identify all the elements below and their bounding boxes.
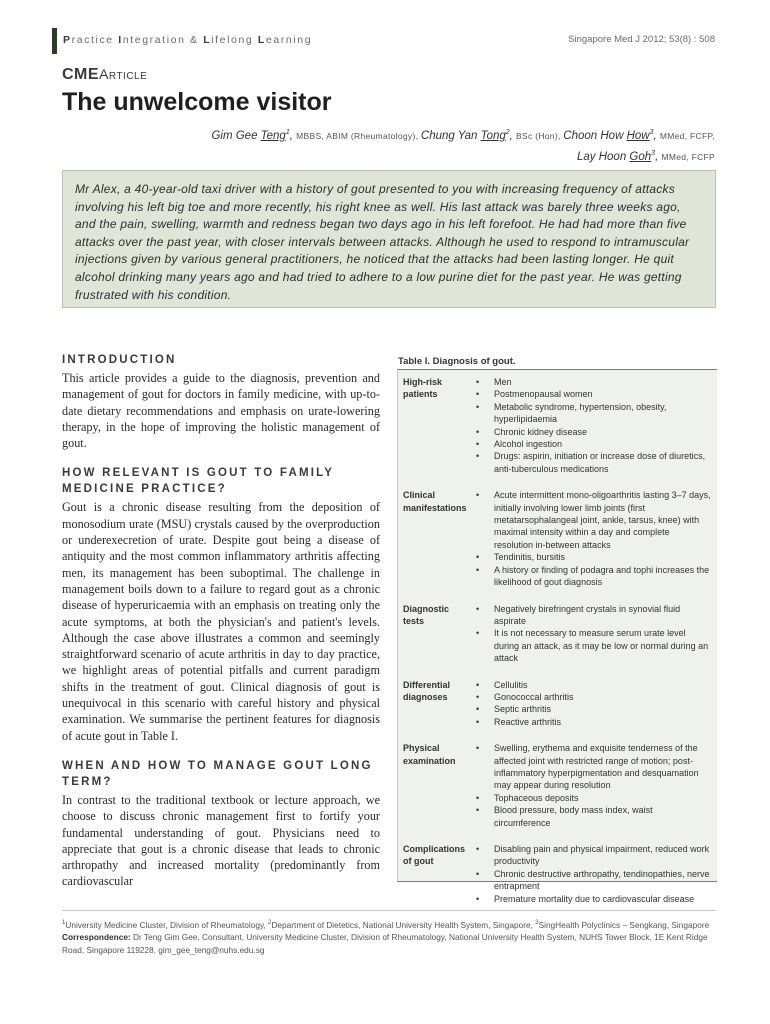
header-accent-bar (52, 28, 57, 54)
author-degrees: MMed, FCFP (661, 151, 715, 162)
section-heading: HOW RELEVANT IS GOUT TO FAMILY MEDICINE PRACTICE? (62, 467, 334, 496)
table-row (398, 734, 717, 835)
body-left-column (62, 352, 380, 890)
list-item: • Reactive arthritis (472, 716, 711, 728)
author-degrees: MBBS, ABIM (Rheumatology), (296, 130, 421, 141)
author-name: Gim Gee Teng$^1$, (211, 129, 297, 142)
author-name: Choon How How$^3$, (563, 129, 660, 142)
author-degrees: BSc (Hon), (516, 130, 564, 141)
author (421, 130, 563, 142)
journal-citation: Singapore Med J 2012; 53(8) : 508 (568, 34, 715, 45)
section-heading: INTRODUCTION (62, 354, 177, 366)
author (577, 151, 715, 163)
table-row-items (472, 489, 717, 588)
list-item: • Septic arthritis (472, 703, 711, 715)
correspondence-text: Dr Teng Gim Gee, Consultant, University Medicine Cluster, Division of Rheumatology, National University Health System, NUHS Tower Block, 1E Kent Ridge Road, Singapore 119228. gim_gee_teng@nuhs.edu.sg (62, 932, 708, 955)
section-introduction (62, 352, 380, 451)
table-row-items (472, 679, 717, 729)
series-title: Practice Integration & Lifelong Learning (63, 34, 313, 46)
list-item: • Blood pressure, body mass index, waist circumference (472, 804, 711, 829)
article-type-sub: Article (99, 66, 148, 82)
author-name: Chung Yan Tong$^2$, (420, 129, 517, 142)
correspondence (62, 931, 716, 956)
list-item: • Disabling pain and physical impairment, reduced work productivity (472, 843, 711, 868)
list-item: • Tendinitis, bursitis (472, 551, 711, 563)
author-degrees: MMed, FCFP, (659, 130, 715, 141)
list-item: • Alcohol ingestion (472, 438, 711, 450)
affiliation: $^2$Department of Dietetics, National University Health System, Singapore, (268, 919, 536, 930)
list-item: • Chronic destructive arthropathy, tendinopathies, nerve entrapment (472, 868, 711, 893)
affiliations (62, 917, 716, 931)
list-item: • Premature mortality due to cardiovascular disease (472, 893, 711, 905)
list-item: • Tophaceous deposits (472, 792, 711, 804)
table-row-label: High-risk patients (403, 377, 443, 400)
section-paragraph: Gout is a chronic disease resulting from the deposition of monosodium urate (MSU) crystals caused by the overproduction or underexecretion of urate. Despite gout being a disease of antiquity and the most common inflammatory arthritis affecting men, its management has been suboptimal. The challenge in management boils down to a failure to regard gout as a chronic disease of hyperuricaemia with an emphasis on treating only the acute symptoms, at both the physician's and patient's levels. Although the case above illustrates a common and seemingly straightforward scenario of acute arthritis in day to day practice, we highlight areas of potential pitfalls and current paradigm shifts in the treatment of gout. Clinical diagnosis of gout is unequivocal in this scenario with careful history and physical examination. We summarise the pertinent features for diagnosis of acute gout in Table I. (62, 500, 380, 743)
table-row (398, 481, 717, 594)
table-row (398, 370, 717, 481)
author-name: Lay Hoon Goh$^3$, (576, 149, 662, 163)
article-title: The unwelcome visitor (62, 88, 332, 116)
correspondence-label: Correspondence: (62, 932, 131, 943)
list-item: • A history or finding of podagra and tophi increases the likelihood of gout diagnosis (472, 564, 711, 589)
list-item: • Acute intermittent mono-oligoarthritis lasting 3–7 days, initially involving lower limb joints (first metatarsophalangeal joint, ankle, tarsus, knee) with maximal intensity within a day and complete resolution in-between attacks (472, 489, 711, 551)
table-row-label: Differential diagnoses (403, 679, 451, 702)
table-row-label: Diagnostic tests (403, 603, 450, 626)
list-item: • Swelling, erythema and exquisite tenderness of the affected joint with restricted range of motion; post-inflammatory hyperpigmentation and desquamation may appear during resolution (472, 742, 711, 792)
affiliation: $^3$SingHealth Polyclinics – Sengkang, Singapore (535, 919, 710, 930)
list-item: • Negatively birefringent crystals in synovial fluid aspirate (472, 603, 711, 628)
list-item: • Chronic kidney disease (472, 426, 711, 438)
author (563, 130, 715, 142)
table-row-items (472, 603, 717, 665)
case-scenario-box: Mr Alex, a 40-year-old taxi driver with a history of gout presented to you with increasing frequency of attacks involving his left big toe and more recently, his right knee as well. His last attack was barely three weeks ago, and the pain, swelling, warmth and redness began two days ago in his left forefoot. He had had more than five attacks over the past year, with closer intervals between attacks. Although he used to respond to intramuscular injections given by various general practitioners, he noticed that the attacks had been lasting longer. He quit alcohol drinking many years ago and had tried to adhere to a low purine diet for the past year. He was getting frustrated with his condition. (62, 170, 716, 308)
table-row-items (472, 742, 717, 829)
table-row-label: Physical examination (403, 743, 456, 766)
section-heading: WHEN AND HOW TO MANAGE GOUT LONG TERM? (62, 759, 373, 788)
article-type (62, 66, 147, 84)
table-row (398, 671, 717, 735)
section-paragraph: This article provides a guide to the diagnosis, prevention and management of gout for doctors in family medicine, with up-to-date dietary recommendations and emphasis on urate-lowering therapy, in the hope of improving the holistic management of gout. (62, 371, 380, 451)
table-row-label: Complications of gout (403, 844, 466, 867)
author (211, 130, 420, 142)
list-item: • Postmenopausal women (472, 388, 711, 400)
table-title: Table I. Diagnosis of gout. (398, 356, 516, 367)
article-type-main: CME (62, 66, 100, 83)
list-item: • Drugs: aspirin, initiation or increase dose of diuretics, anti-tuberculous medications (472, 450, 711, 475)
list-item: • Metabolic syndrome, hypertension, obesity, hyperlipidaemia (472, 401, 711, 426)
table-row-items (472, 843, 717, 905)
list-item: • Gonococcal arthritis (472, 691, 711, 703)
section-relevance (62, 465, 380, 743)
list-item: • Cellulitis (472, 679, 711, 691)
section-long-term-management (62, 758, 380, 890)
list-item: • Men (472, 376, 711, 388)
diagnosis-table (397, 369, 717, 904)
table-row (398, 835, 717, 911)
affiliation: $^1$University Medicine Cluster, Division of Rheumatology, (62, 919, 269, 930)
list-item: • It is not necessary to measure serum urate level during an attack, as it may be low or normal during an attack (472, 627, 711, 664)
section-paragraph: In contrast to the traditional textbook or lecture approach, we choose to discuss chronic management first to fortify your fundamental understanding of gout. Physicians need to appreciate that gout is a chronic disease that leads to chronic arthropathy and increased mortality (predominantly from cardiovascular (62, 792, 380, 889)
table-row-items (472, 376, 717, 475)
author-list (95, 124, 715, 166)
table-row-label: Clinical manifestations (403, 490, 467, 513)
table-row (398, 595, 717, 671)
footnotes (62, 910, 716, 956)
